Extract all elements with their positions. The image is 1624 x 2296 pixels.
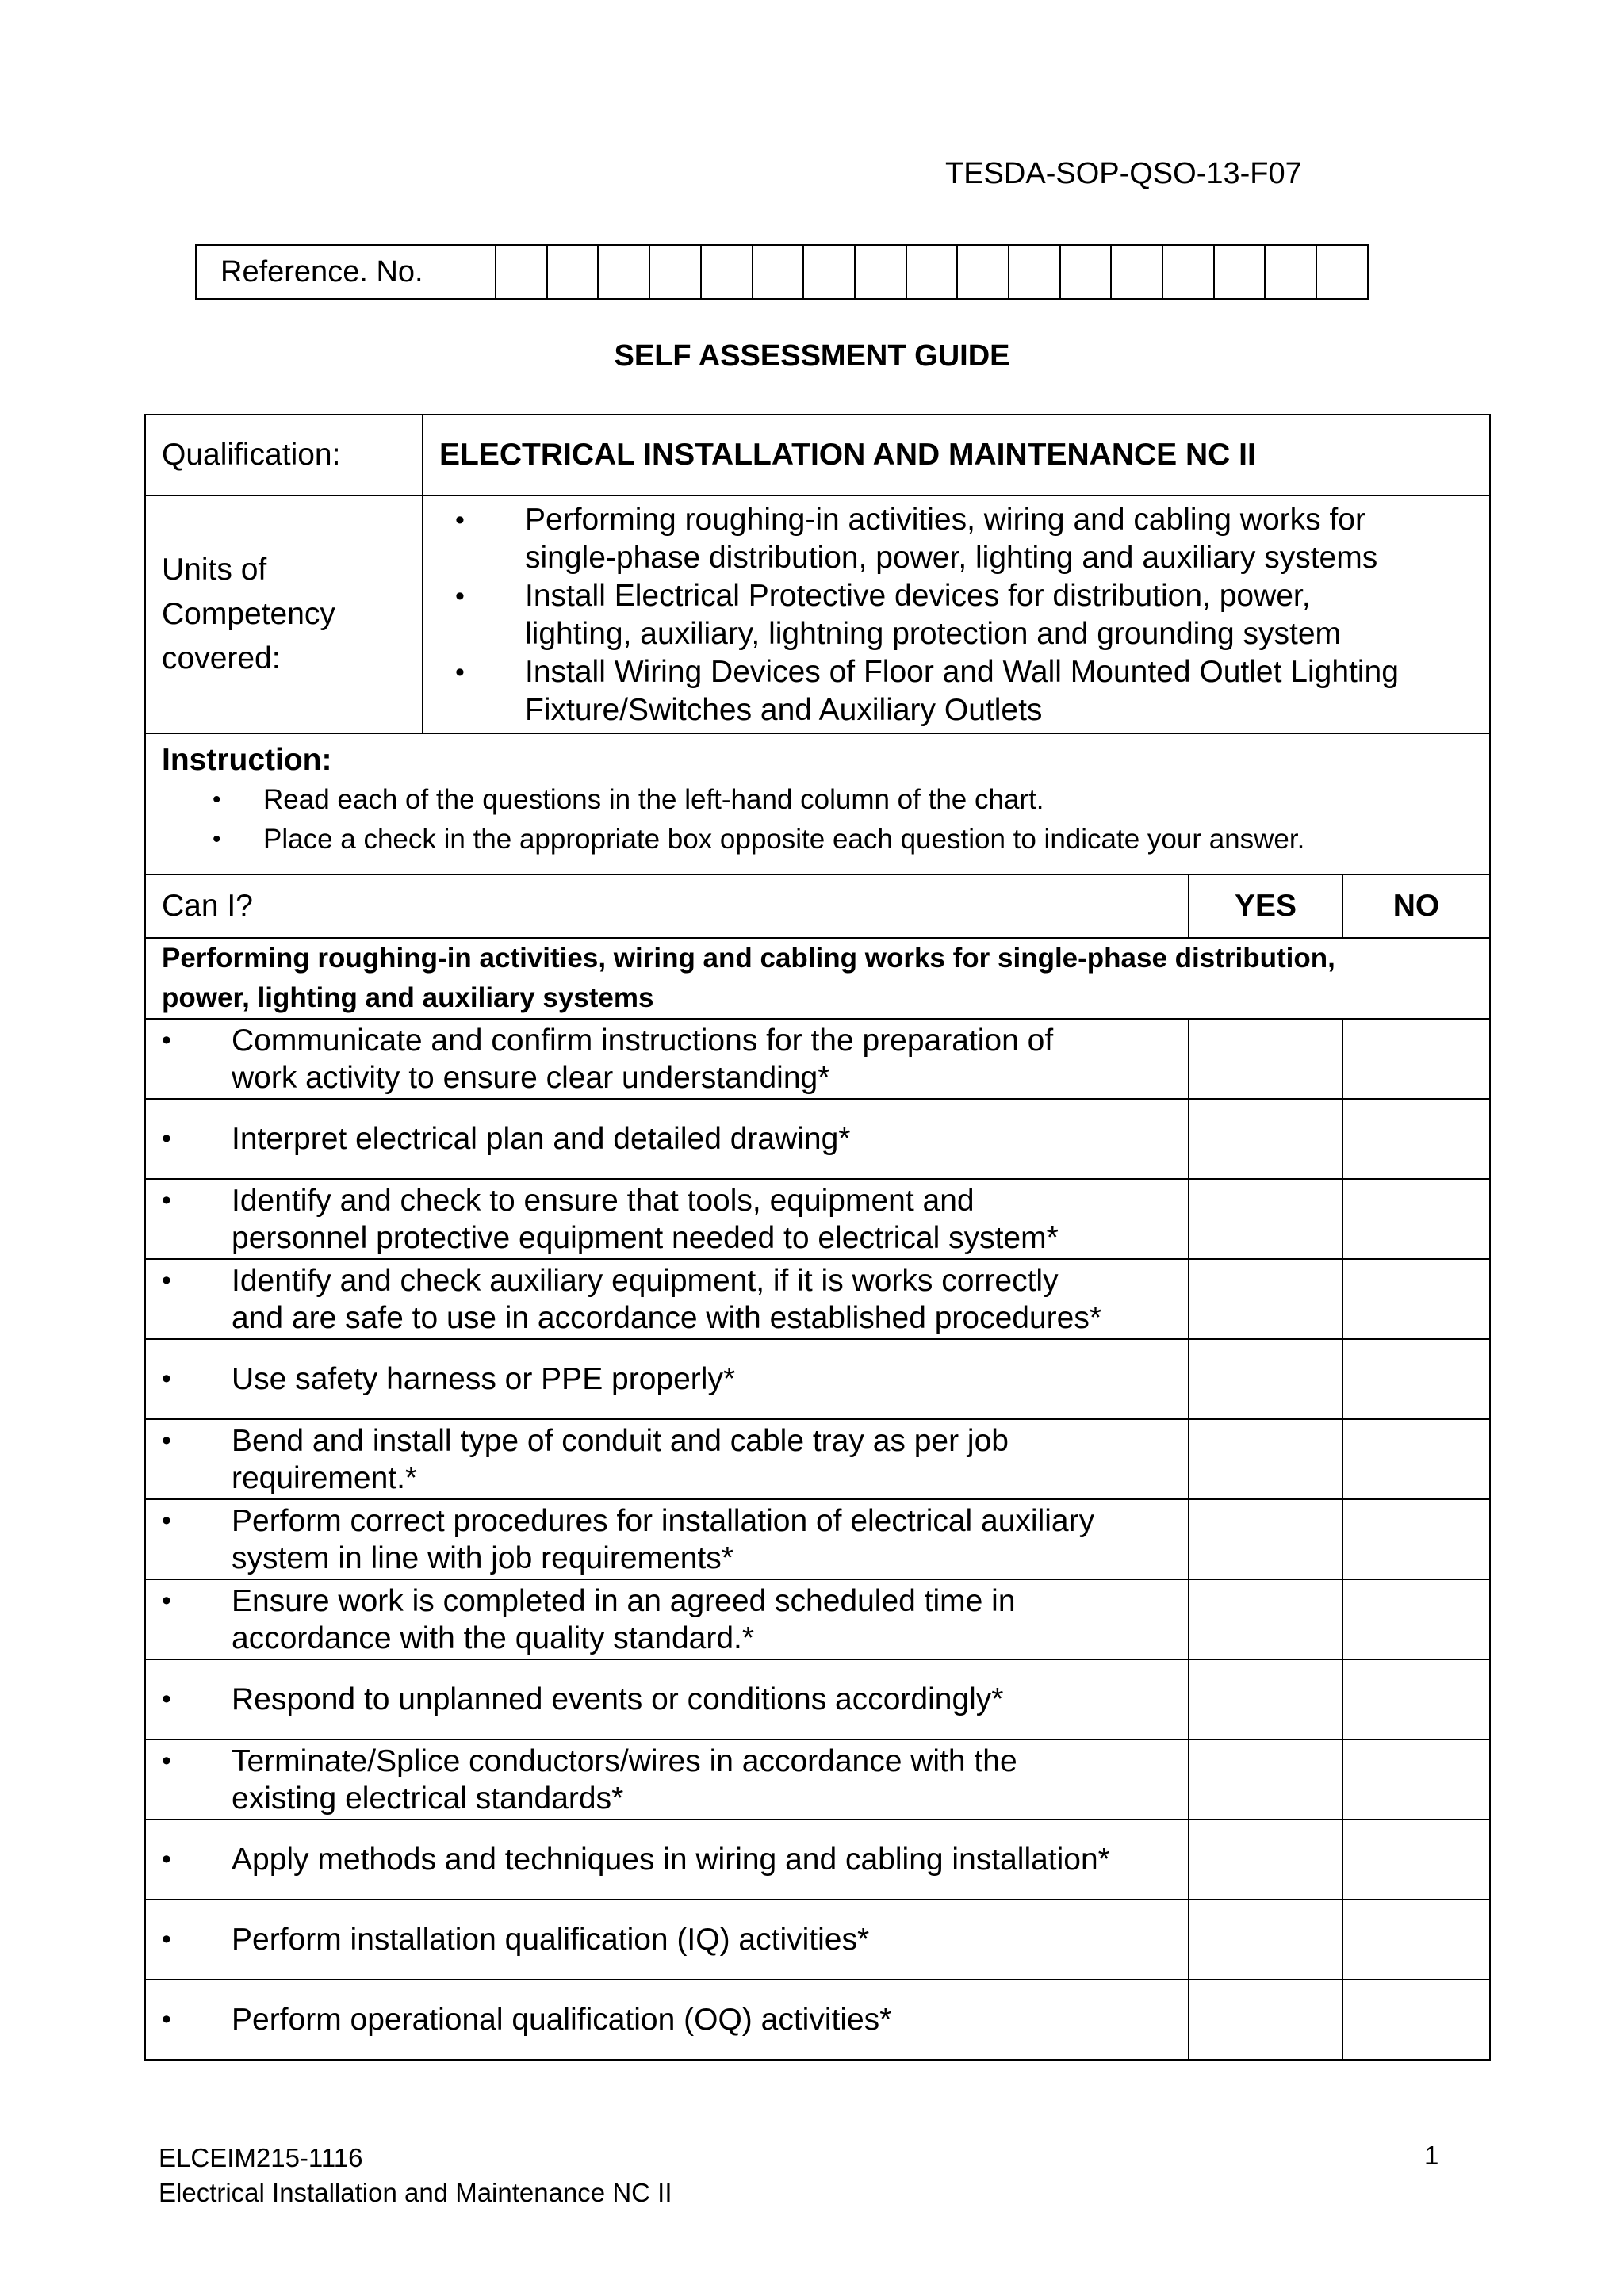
unit-item (439, 501, 1473, 577)
reference-digit-box[interactable] (1162, 245, 1214, 299)
bullet-icon: • (162, 1585, 171, 1616)
bullet-icon: • (213, 786, 221, 813)
units-row (145, 496, 1490, 733)
reference-number-label: Reference. No. (196, 245, 496, 299)
assessment-question-line: existing electrical standards* (232, 1781, 624, 1816)
footer-qualification-name: Electrical Installation and Maintenance NC II (159, 2178, 672, 2207)
bullet-icon: • (213, 826, 221, 852)
assessment-question (145, 1820, 1189, 1900)
unit-line: lighting, auxiliary, lightning protection and grounding system (525, 617, 1342, 651)
reference-digit-box[interactable] (1316, 245, 1368, 299)
assessment-question-line: Respond to unplanned events or conditions accordingly* (232, 1682, 1004, 1716)
bullet-icon: • (455, 581, 465, 611)
no-checkbox[interactable] (1342, 1900, 1490, 1980)
yes-checkbox[interactable] (1189, 1579, 1342, 1659)
reference-digit-box[interactable] (957, 245, 1009, 299)
bullet-icon: • (162, 1684, 171, 1714)
assessment-question-line: Apply methods and techniques in wiring and cabling installation* (232, 1843, 1110, 1877)
assessment-question (145, 1099, 1189, 1179)
no-checkbox[interactable] (1342, 1259, 1490, 1339)
bullet-icon: • (162, 1505, 171, 1536)
reference-digit-box[interactable] (496, 245, 547, 299)
assessment-row (145, 1659, 1490, 1739)
bullet-icon: • (162, 1425, 171, 1456)
assessment-question-line: Perform correct procedures for installation of electrical auxiliary (232, 1503, 1095, 1538)
qualification-row (145, 415, 1490, 496)
section-heading (145, 938, 1490, 1019)
assessment-row (145, 1099, 1490, 1179)
assessment-question (145, 1659, 1189, 1739)
assessment-row (145, 1739, 1490, 1820)
assessment-question-line: Use safety harness or PPE properly* (232, 1362, 736, 1396)
assessment-question-line: Ensure work is completed in an agreed scheduled time in (232, 1583, 1016, 1618)
assessment-row (145, 1499, 1490, 1579)
assessment-row (145, 1900, 1490, 1980)
no-checkbox[interactable] (1342, 1339, 1490, 1419)
assessment-question-text (146, 1841, 1188, 1878)
assessment-question (145, 1980, 1189, 2060)
units-label-line: covered: (162, 641, 281, 675)
reference-digit-box[interactable] (1214, 245, 1266, 299)
assessment-question-text (146, 1120, 1188, 1158)
reference-number-row (196, 245, 1368, 299)
assessment-row (145, 1419, 1490, 1499)
units-list-cell (423, 496, 1490, 733)
assessment-question-line: personnel protective equipment needed to electrical system* (232, 1220, 1059, 1255)
instruction-row (145, 733, 1490, 874)
page-number: 1 (1424, 2141, 1439, 2170)
yes-checkbox[interactable] (1189, 1339, 1342, 1419)
assessment-question-text (146, 1360, 1188, 1398)
assessment-question-text (146, 1182, 1188, 1257)
assessment-question-line: Bend and install type of conduit and cable tray as per job (232, 1423, 1009, 1458)
yes-checkbox[interactable] (1189, 1019, 1342, 1099)
assessment-question-line: Interpret electrical plan and detailed drawing* (232, 1122, 851, 1156)
instruction-heading: Instruction: (162, 743, 332, 777)
no-checkbox[interactable] (1342, 1820, 1490, 1900)
assessment-question-text (146, 2001, 1188, 2038)
yes-checkbox[interactable] (1189, 1900, 1342, 1980)
assessment-question-text (146, 1022, 1188, 1096)
assessment-row (145, 1579, 1490, 1659)
assessment-question-text (146, 1743, 1188, 1817)
assessment-question-text (146, 1921, 1188, 1958)
assessment-question (145, 1499, 1189, 1579)
unit-line: Fixture/Switches and Auxiliary Outlets (525, 693, 1043, 727)
reference-digit-box[interactable] (1009, 245, 1060, 299)
reference-digit-box[interactable] (753, 245, 804, 299)
no-checkbox[interactable] (1342, 1980, 1490, 2060)
self-assessment-table (144, 414, 1491, 2061)
bullet-icon: • (162, 1924, 171, 1954)
no-checkbox[interactable] (1342, 1659, 1490, 1739)
instruction-list (162, 780, 1473, 859)
assessment-question (145, 1339, 1189, 1419)
section-row (145, 938, 1490, 1019)
assessment-question-text (146, 1422, 1188, 1497)
reference-digit-box[interactable] (855, 245, 906, 299)
no-checkbox[interactable] (1342, 1179, 1490, 1259)
assessment-row (145, 1259, 1490, 1339)
instruction-text: Read each of the questions in the left-hand column of the chart. (263, 784, 1044, 815)
assessment-question-line: Perform installation qualification (IQ) activities* (232, 1923, 870, 1957)
reference-digit-box[interactable] (598, 245, 649, 299)
assessment-row (145, 1820, 1490, 1900)
bullet-icon: • (162, 1844, 171, 1874)
assessment-question-line: accordance with the quality standard.* (232, 1621, 755, 1655)
bullet-icon: • (455, 657, 465, 687)
yes-checkbox[interactable] (1189, 1419, 1342, 1499)
qualification-label: Qualification: (145, 415, 423, 496)
no-checkbox[interactable] (1342, 1739, 1490, 1820)
bullet-icon: • (162, 1265, 171, 1295)
assessment-question-text (146, 1681, 1188, 1718)
assessment-row (145, 1019, 1490, 1099)
assessment-question-line: system in line with job requirements* (232, 1540, 733, 1575)
bullet-icon: • (162, 1364, 171, 1394)
reference-digit-box[interactable] (1111, 245, 1162, 299)
assessment-question (145, 1579, 1189, 1659)
yes-checkbox[interactable] (1189, 1820, 1342, 1900)
assessment-question (145, 1900, 1189, 1980)
footer-code: ELCEIM215-1116 (159, 2143, 363, 2172)
yes-checkbox[interactable] (1189, 1739, 1342, 1820)
assessment-question-line: Communicate and confirm instructions for the preparation of (232, 1023, 1054, 1058)
assessment-question-line: requirement.* (232, 1460, 418, 1495)
instruction-cell (145, 733, 1490, 874)
yes-header: YES (1189, 874, 1342, 938)
unit-item (439, 577, 1473, 653)
bullet-icon: • (162, 1745, 171, 1776)
yes-checkbox[interactable] (1189, 1259, 1342, 1339)
assessment-question (145, 1419, 1189, 1499)
no-checkbox[interactable] (1342, 1419, 1490, 1499)
bullet-icon: • (162, 1123, 171, 1154)
form-code: TESDA-SOP-QSO-13-F07 (945, 157, 1302, 190)
instruction-text: Place a check in the appropriate box opposite each question to indicate your answer. (263, 824, 1305, 855)
footer-left (159, 2141, 672, 2210)
yes-checkbox[interactable] (1189, 1179, 1342, 1259)
section-heading-line: Performing roughing-in activities, wiring and cabling works for single-phase distribution, (162, 943, 1335, 974)
instruction-item (162, 780, 1473, 820)
reference-digit-box[interactable] (649, 245, 701, 299)
bullet-icon: • (162, 2004, 171, 2034)
assessment-question-text (146, 1262, 1188, 1337)
no-checkbox[interactable] (1342, 1499, 1490, 1579)
assessment-question-line: Terminate/Splice conductors/wires in accordance with the (232, 1743, 1017, 1778)
units-label-line: Units of (162, 553, 267, 587)
assessment-question (145, 1019, 1189, 1099)
yes-checkbox[interactable] (1189, 1499, 1342, 1579)
unit-line: single-phase distribution, power, lighting and auxiliary systems (525, 541, 1378, 575)
units-label (145, 496, 423, 733)
yes-checkbox[interactable] (1189, 1659, 1342, 1739)
reference-digit-box[interactable] (1265, 245, 1316, 299)
assessment-question (145, 1259, 1189, 1339)
reference-digit-box[interactable] (906, 245, 958, 299)
instruction-item (162, 820, 1473, 859)
assessment-question-line: Identify and check to ensure that tools, equipment and (232, 1183, 975, 1218)
assessment-row (145, 1980, 1490, 2060)
assessment-question-line: and are safe to use in accordance with established procedures* (232, 1300, 1102, 1335)
column-header-row (145, 874, 1490, 938)
reference-digit-box[interactable] (1060, 245, 1112, 299)
no-checkbox[interactable] (1342, 1099, 1490, 1179)
yes-checkbox[interactable] (1189, 1099, 1342, 1179)
unit-line: Install Wiring Devices of Floor and Wall Mounted Outlet Lighting (525, 655, 1399, 689)
reference-digit-box[interactable] (803, 245, 855, 299)
unit-line: Install Electrical Protective devices for distribution, power, (525, 579, 1311, 613)
assessment-question-text (146, 1502, 1188, 1577)
no-checkbox[interactable] (1342, 1579, 1490, 1659)
bullet-icon: • (162, 1184, 171, 1215)
assessment-question (145, 1739, 1189, 1820)
assessment-row (145, 1339, 1490, 1419)
assessment-question-line: work activity to ensure clear understanding* (232, 1060, 830, 1095)
units-label-line: Competency (162, 597, 335, 631)
assessment-question-text (146, 1582, 1188, 1657)
document-title: SELF ASSESSMENT GUIDE (614, 339, 1010, 373)
qualification-value: ELECTRICAL INSTALLATION AND MAINTENANCE NC II (423, 415, 1490, 496)
reference-number-table (195, 244, 1369, 300)
can-i-header: Can I? (145, 874, 1189, 938)
no-checkbox[interactable] (1342, 1019, 1490, 1099)
assessment-question (145, 1179, 1189, 1259)
unit-line: Performing roughing-in activities, wiring and cabling works for (525, 503, 1365, 537)
section-heading-line: power, lighting and auxiliary systems (162, 982, 654, 1013)
reference-digit-box[interactable] (547, 245, 599, 299)
reference-digit-box[interactable] (701, 245, 753, 299)
bullet-icon: • (162, 1024, 171, 1055)
yes-checkbox[interactable] (1189, 1980, 1342, 2060)
assessment-row (145, 1179, 1490, 1259)
assessment-question-line: Perform operational qualification (OQ) activities* (232, 2003, 892, 2037)
no-header: NO (1342, 874, 1490, 938)
assessment-question-line: Identify and check auxiliary equipment, if it is works correctly (232, 1263, 1059, 1298)
unit-item (439, 653, 1473, 729)
units-list (439, 501, 1473, 729)
bullet-icon: • (455, 505, 465, 535)
